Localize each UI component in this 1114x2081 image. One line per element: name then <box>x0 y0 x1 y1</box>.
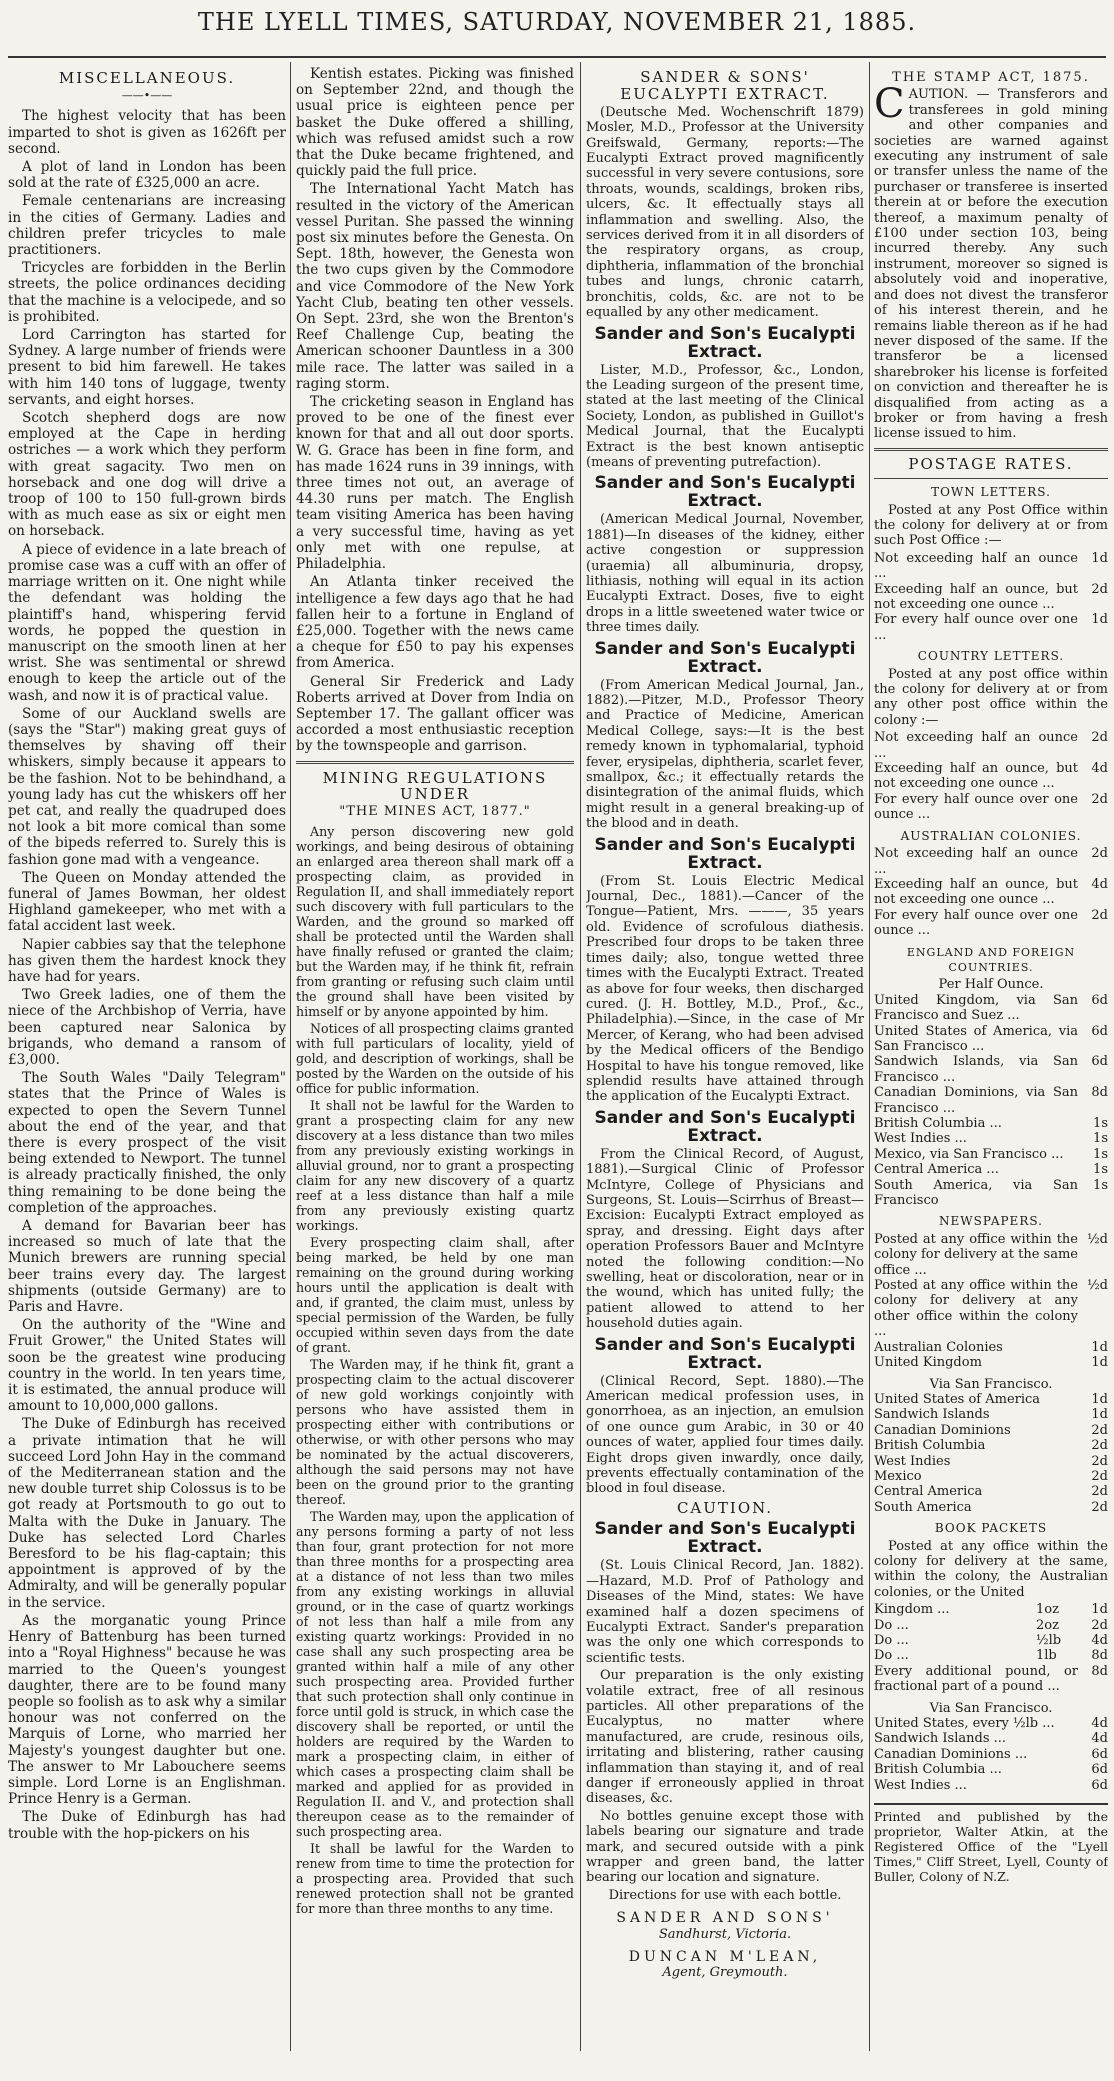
advert-section-text: (American Medical Journal, November, 1881)—In diseases of the kidney, either active congestion or suppression (uraemia) all albuminuria, dropsy, lithiasis, nothing will equal in its action Eucalypti Extract. Doses, five to eight drops in a little sweetened water twice or three times daily. <box>586 512 864 636</box>
book-rate-price: 2d <box>1091 1617 1108 1633</box>
rate-label: Central America <box>874 1484 983 1500</box>
section-rule <box>296 761 574 764</box>
rate-label: Canadian Dominions, via San Francisco ... <box>874 1085 1078 1116</box>
rate-price: 4d <box>1091 1716 1108 1732</box>
section-rule <box>874 478 1108 479</box>
book-rate-price: 1d <box>1091 1602 1108 1618</box>
printer-imprint: Printed and published by the proprietor, Walter Atkin, at the Registered Office of the "Lyell Times," Cliff Street, Lyell, County of Buller, Colony of N.Z. <box>874 1803 1108 1884</box>
book-rate-label: Do ... <box>874 1648 909 1664</box>
rate-price: 2d <box>1091 1422 1108 1438</box>
book-rate-row <box>874 1648 1108 1663</box>
book-rate-row <box>874 1633 1108 1648</box>
book-rate-price: 8d <box>1091 1648 1108 1664</box>
rate-row <box>874 1438 1108 1453</box>
rate-label: Not exceeding half an ounce ... <box>874 730 1078 761</box>
rate-price: 1d <box>1091 1391 1108 1407</box>
caution-paragraph: No bottles genuine except those with labels bearing our signature and trade mark, and secured outside with a pink wrapper and green band, the latter bearing our location and signature. <box>586 1808 864 1886</box>
rate-label: Canadian Dominions ... <box>874 1746 1028 1762</box>
rate-price: 2d <box>1091 846 1108 862</box>
regulation-paragraph: Any person discovering new gold workings, and being desirous of obtaining an enlarged area thereon shall mark off a prospecting claim, as provided in Regulation II, and shall immediately report such discovery with full particulars to the Warden, and the ground so marked off shall be protected until the Warden shall have finally refused or granted the claim; but the Warden may, if he think fit, refrain from granting or refusing such claim until the ground shall have been visited by himself or by anyone appointed by him. <box>296 824 574 1020</box>
rate-label: Not exceeding half an ounce ... <box>874 846 1078 877</box>
article-paragraph: A demand for Bavarian beer has increased so much of late that the Munich brewers are running special beer trains every day. The largest shipments (outside Germany) are to Paris and Havre. <box>8 1218 286 1316</box>
masthead: THE LYELL TIMES, SATURDAY, NOVEMBER 21, 1885. <box>197 8 917 36</box>
top-rule <box>8 56 1106 58</box>
rate-price: 2d <box>1091 907 1108 923</box>
stamp-act-notice <box>874 81 1108 442</box>
rate-label: British Columbia <box>874 1438 986 1454</box>
article-paragraph: General Sir Frederick and Lady Roberts arrived at Dover from India on September 17. The gallant officer was accorded a most enthusiastic reception by the townspeople and garrison. <box>296 673 574 755</box>
article-paragraph: Napier cabbies say that the telephone has given them the hardest knock they have had for years. <box>8 936 286 985</box>
caution-paragraph: (St. Louis Clinical Record, Jan. 1882). —Hazard, M.D. Prof of Pathology and Diseases of the Mind, states: We have examined half a dozen specimens of Eucalypti Extract. Sander's preparation was the only one which corresponds to scientific tests. <box>586 1558 864 1666</box>
rate-price: 6d <box>1091 1777 1108 1793</box>
rate-label: British Columbia ... <box>874 1762 1002 1778</box>
rate-row <box>874 1392 1108 1407</box>
rate-price: 8d <box>1091 1085 1108 1101</box>
article-paragraph: The Queen on Monday attended the funeral of James Bowman, her oldest Highland gamekeeper, who met with a fatal accident last week. <box>8 869 286 935</box>
article-paragraph: Some of our Auckland swells are (says the "Star") making great guys of themselves by shaving off their whiskers, simply because it appears to be the fashion. Not to be behindhand, a young lady has cut the whiskers off her pet cat, and really the quadruped does not look a bit more comical than some of the bipeds referred to. Surely this is fashion gone mad with a vengeance. <box>8 705 286 868</box>
stamp-act-text: AUTION. — Transferors and transferees in gold mining and other companies and societies are warned against executing any instrument of sale or transfer unless the name of the purchaser or transferee is inserted therein at or before the execution thereof, a maximum penalty of £100 under section 103, being incurred thereby. Any such instrument, moreover so signed is absolutely void and inoperative, and does not divest the transferor of his interest therein, and he remains liable thereon as if he had never disposed of the same. If the transferor be a licensed sharebroker his license is forfeited on conviction and thereafter he is disqualified from acting as a broker or from having a fresh license issued to him. <box>874 87 1108 442</box>
article-paragraph: A plot of land in London has been sold at the rate of £325,000 an acre. <box>8 159 286 192</box>
rate-row <box>874 1085 1108 1116</box>
rate-label: Sandwich Islands, via San Francisco ... <box>874 1054 1078 1085</box>
rate-label: For every half ounce over one ... <box>874 612 1078 643</box>
advert-section-title: Sander and Son's Eucalypti Extract. <box>594 834 856 873</box>
column-divider <box>869 62 870 2051</box>
book-rate-price: 4d <box>1091 1633 1108 1648</box>
newspapers-heading: NEWSPAPERS. <box>939 1214 1043 1229</box>
rate-label: West Indies ... <box>874 1777 967 1793</box>
advert-heading: SANDER & SONS' <box>640 68 810 86</box>
rate-label: For every half ounce over one ounce ... <box>874 907 1078 939</box>
mining-subheading: "THE MINES ACT, 1877." <box>339 803 531 819</box>
article-paragraph: Kentish estates. Picking was finished on September 22nd, and though the usual price is eighteen pence per basket the Duke offered a shilling, which was refused amidst such a row that the Duke became frightened, and quickly paid the full price. <box>296 66 574 180</box>
column-news-and-mining <box>296 66 574 2051</box>
rate-price: 2d <box>1091 1484 1108 1500</box>
advert-section-text: Lister, M.D., Professor, &c., London, the Leading surgeon of the present time, stated at the last meeting of the Clinical Society, London, as published in Guillot's Medical Journal, that the Eucalypti Extract is the best known antiseptic (means of preventing putrefaction). <box>586 362 864 470</box>
rate-label: South America <box>874 1499 972 1515</box>
rate-row <box>874 1484 1108 1499</box>
rate-label: Mexico <box>874 1468 922 1484</box>
rate-price: 4d <box>1091 876 1108 892</box>
rate-row <box>874 1178 1108 1209</box>
rate-label: West Indies ... <box>874 1131 967 1147</box>
book-rate-row <box>874 1602 1108 1617</box>
drop-cap: C <box>874 81 905 128</box>
rate-row <box>874 1664 1108 1695</box>
column-miscellaneous <box>8 66 286 2051</box>
rate-label: Sandwich Islands <box>874 1407 990 1423</box>
regulation-paragraph: Every prospecting claim shall, after being marked, be held by one man remaining on the ground during working hours until the application is dealt with and, if granted, the claim must, unless by special permission of the Warden, be fully occupied within seven days from the date of grant. <box>296 1235 574 1356</box>
regulation-paragraph: The Warden may, upon the application of any persons forming a party of not less than four, grant protection for not more than three months for a prospecting area at a distance of not less than two miles from any existing workings in alluvial ground, or in the case of quartz workings of not less than half a mile from any existing quartz workings: Provided in no case shall any such prospecting area be granted within half a mile of any other such prospecting area. Provided further that such protection shall only continue in force until gold is struck, in which case the discovery shall be reported, or until the holders are required by the Warden to mark a prospecting claim, in either of which cases a prospecting claim shall be marked and applied for as provided in Regulation II. and V., and protection shall thereupon cease as to the remainder of such prospecting area. <box>296 1509 574 1840</box>
rate-price: 1s <box>1093 1116 1108 1131</box>
rate-price: 1s <box>1093 1146 1108 1162</box>
article-paragraph: Female centenarians are increasing in the cities of Germany. Ladies and children prefer tricycles to male practitioners. <box>8 193 286 259</box>
rate-row <box>874 1278 1108 1340</box>
book-rate-weight: ½lb <box>1036 1633 1062 1648</box>
rate-label: Australian Colonies <box>874 1339 1003 1355</box>
article-paragraph: Lord Carrington has started for Sydney. A large number of friends were present to bid him farewell. He takes with him 140 tons of luggage, twenty servants, and eight horses. <box>8 327 286 408</box>
rate-row <box>874 1778 1108 1793</box>
rate-row <box>874 1024 1108 1055</box>
rate-price: 1s <box>1093 1162 1108 1178</box>
article-paragraph: The Duke of Edinburgh has had trouble with the hop-pickers on his <box>8 1809 286 1842</box>
caution-title: Sander and Son's Eucalypti Extract. <box>594 1519 856 1558</box>
rate-row <box>874 1116 1108 1131</box>
rate-price: 1s <box>1093 1131 1108 1147</box>
rate-price: 1d <box>1091 1339 1108 1355</box>
rate-row <box>874 1147 1108 1162</box>
article-paragraph: The highest velocity that has been imparted to shot is given as 1626ft per second. <box>8 108 286 157</box>
rate-label: Canadian Dominions <box>874 1422 1011 1438</box>
advert-subheading: EUCALYPTI EXTRACT. <box>620 85 830 104</box>
book-rate-label: Do ... <box>874 1633 909 1648</box>
country-letters-intro: Posted at any post office within the colony for delivery at or from any other post office within the colony :— <box>874 666 1108 728</box>
book-rate-row <box>874 1618 1108 1633</box>
book-rate-weight: 1oz <box>1036 1602 1059 1618</box>
rate-label: Mexico, via San Francisco ... <box>874 1146 1064 1162</box>
via-san-francisco-label: Via San Francisco. <box>929 1376 1053 1392</box>
rate-row <box>874 551 1108 582</box>
rate-price: 2d <box>1091 1468 1108 1484</box>
regulation-paragraph: The Warden may, if he think fit, grant a prospecting claim to the actual discoverer of new gold workings conjointly with persons who have assisted them in prospecting either with contributions or otherwise, or with other persons who may be nominated by the actual discoverers, although the said persons may not have been on the ground prior to the granting thereof. <box>296 1357 574 1508</box>
caution-paragraph: Our preparation is the only existing volatile extract, free of all resinous particles. All other preparations of the Eucalyptus, no matter where manufactured, are crude, resinous oils, irritating and blistering, rather causing inflammation than staying it, and of real danger if erroneously applied in throat diseases, &c. <box>586 1668 864 1807</box>
rate-label: Exceeding half an ounce, but not exceeding one ounce ... <box>874 761 1078 792</box>
section-rule <box>874 448 1108 451</box>
rate-label: British Columbia ... <box>874 1116 1002 1131</box>
advertiser-place: Sandhurst, Victoria. <box>658 1926 792 1942</box>
rate-label: Posted at any office within the colony for delivery at the same office ... <box>874 1231 1078 1278</box>
regulation-paragraph: Notices of all prospecting claims granted with full particulars of locality, yield of gold, and description of workings, shall be posted by the Warden on the outside of his office for public information. <box>296 1021 574 1097</box>
column-eucalypti-advert <box>586 66 864 2051</box>
article-paragraph: Two Greek ladies, one of them the niece of the Archbishop of Verria, have been captured near Salonica by brigands, who demand a ransom of £3,000. <box>8 987 286 1068</box>
agent-place: Agent, Greymouth. <box>662 1965 788 1981</box>
rate-label: Exceeding half an ounce, but not exceeding one ounce ... <box>874 581 1078 612</box>
rate-row <box>874 1232 1108 1278</box>
town-letters-intro: Posted at any Post Office within the colony for delivery at or from such Post Office :— <box>874 502 1108 549</box>
article-paragraph: The South Wales "Daily Telegram" states that the Prince of Wales is expected to open the Severn Tunnel about the end of the year, and that there is every prospect of the visit being extended to Newport. The tunnel is already practically finished, the only thing remaining to be done being the completion of the approaches. <box>8 1070 286 1216</box>
rate-price: 2d <box>1091 791 1108 807</box>
rate-price: ½d <box>1087 1231 1108 1247</box>
postage-heading: POSTAGE RATES. <box>908 454 1074 473</box>
town-letters-heading: TOWN LETTERS. <box>931 485 1051 500</box>
column-divider <box>290 62 291 2051</box>
rate-label: Posted at any office within the colony for delivery at any other office within the colony ... <box>874 1278 1078 1340</box>
rate-row <box>874 1731 1108 1746</box>
advert-section-title: Sander and Son's Eucalypti Extract. <box>594 473 856 512</box>
article-paragraph: An Atlanta tinker received the intelligence a few days ago that he had fallen heir to a fortune in England of £25,000. Together with the news came a cheque for £50 to pay his expenses from America. <box>296 574 574 672</box>
rate-row <box>874 1747 1108 1762</box>
regulation-paragraph: It shall be lawful for the Warden to renew from time to time the protection for a prospecting area. Provided that such renewed protection shall not be granted for more than three months to any time. <box>296 1841 574 1917</box>
rate-row <box>874 1716 1108 1731</box>
rate-price: ½d <box>1087 1278 1108 1294</box>
advert-intro: (Deutsche Med. Wochenschrift 1879) Mosler, M.D., Professor at the University Greifswald, Germany, reports:—The Eucalypti Extract proved magnificently successful in very severe contusions, sore throats, wounds, scaldings, broken ribs, ulcers, &c. It effectually stays all inflammation and swelling. Also, the services derived from it in all disorders of the respiratory organs, as croup, diphtheria, inflammation of the bronchial tubes and lungs, chronic catarrh, bronchitis, colds, &c. are not to be equalled by any other medicament. <box>586 104 864 321</box>
rate-label: Sandwich Islands ... <box>874 1731 1007 1747</box>
rate-row <box>874 730 1108 761</box>
article-paragraph: The International Yacht Match has resulted in the victory of the American vessel Puritan. She passed the winning post six minutes before the Genesta. On Sept. 18th, however, the Genesta won the two cups given by the Commodore and vice Commodore of the New York Yacht Club, beating ten other vessels. On Sept. 23rd, she won the Brenton's Reef Challenge Cup, beating the American schooner Dauntless in a 300 mile race. The latter was sailed in a raging storm. <box>296 181 574 392</box>
rate-row <box>874 846 1108 877</box>
rate-label: United Kingdom, via San Francisco and Suez ... <box>874 992 1078 1024</box>
rate-row <box>874 1131 1108 1146</box>
rate-row <box>874 1162 1108 1177</box>
column-divider <box>580 62 581 2051</box>
rate-price: 6d <box>1091 1054 1108 1070</box>
column-notices <box>874 66 1108 2051</box>
advert-section-text: (Clinical Record, Sept. 1880).—The American medical profession uses, in gonorrhoea, as an injection, an emulsion of one ounce gum Arabic, in 30 or 40 ounces of water, applied four times daily. Eight drops given inwardly, once daily, prevents effectually contamination of the blood in foul disease. <box>586 1373 864 1497</box>
rate-row <box>874 1762 1108 1777</box>
article-paragraph: As the morganatic young Prince Henry of Battenburg has been turned into a "Royal Highness" because he was married to the Queen's youngest daughter, there are to be found many people so foolish as to ask why a similar honour was not conferred on the Marquis of Lorne, who married her Majesty's youngest daughter but one. The answer to Mr Labouchere seems simple. Lord Lorne is an Englishman. Prince Henry is a German. <box>8 1612 286 1808</box>
mining-heading: MINING REGULATIONS UNDER <box>322 768 548 803</box>
regulation-paragraph: It shall not be lawful for the Warden to grant a prospecting claim for any new discovery at a less distance than two miles from any previously existing workings in alluvial ground, nor to grant a prospecting claim for any new discovery of a quartz reef at a less distance than half a mile from any previously existing quartz workings. <box>296 1098 574 1234</box>
rate-price: 1s <box>1093 1177 1108 1193</box>
agent-name: DUNCAN M'LEAN, <box>628 1949 822 1966</box>
england-foreign-heading: ENGLAND AND FOREIGN COUNTRIES. <box>906 945 1076 974</box>
rate-price: 2d <box>1091 730 1108 746</box>
country-letters-heading: COUNTRY LETTERS. <box>917 649 1065 664</box>
book-rate-label: Kingdom ... <box>874 1602 950 1618</box>
rate-row <box>874 1407 1108 1422</box>
rate-label: United States of America, via San Francisco ... <box>874 1023 1078 1054</box>
advertiser-signature: SANDER AND SONS' <box>616 1910 834 1927</box>
rate-row <box>874 1340 1108 1355</box>
rate-row <box>874 1054 1108 1085</box>
book-rate-weight: 2oz <box>1036 1617 1059 1633</box>
article-paragraph: Scotch shepherd dogs are now employed at the Cape in herding ostriches — a work which they perform with great sagacity. Two men on horseback and one dog will drive a troop of 100 to 150 full-grown birds with as much ease as six or eight men on horseback. <box>8 410 286 540</box>
rate-row <box>874 993 1108 1024</box>
rate-price: 1d <box>1091 1355 1108 1371</box>
rate-row <box>874 761 1108 792</box>
book-rate-weight: 1lb <box>1036 1648 1057 1664</box>
article-paragraph: A piece of evidence in a late breach of promise case was a cuff with an offer of marriage written on it. One night while the defendant was holding the plaintiff's hand, whispering fervid words, he popped the question in manuscript on the smooth linen at her wrist. She was sentimental or shrewd enough to keep the article out of the wash, and now it is of practical value. <box>8 541 286 704</box>
rate-row <box>874 582 1108 613</box>
rate-row <box>874 612 1108 643</box>
rate-price: 1d <box>1091 1407 1108 1423</box>
rate-label: Not exceeding half an ounce ... <box>874 550 1078 582</box>
via-san-francisco-label: Via San Francisco. <box>929 1700 1053 1716</box>
book-packets-heading: BOOK PACKETS <box>934 1521 1048 1536</box>
book-rate-label: Do ... <box>874 1617 909 1633</box>
section-heading: MISCELLANEOUS. <box>58 69 236 87</box>
ornament-rule: ——•—— <box>121 89 173 103</box>
australian-colonies-heading: AUSTRALIAN COLONIES. <box>900 828 1082 843</box>
rate-label: South America, via San Francisco <box>874 1177 1078 1209</box>
rate-price: 8d <box>1091 1663 1108 1679</box>
rate-row <box>874 908 1108 939</box>
caution-heading: CAUTION. <box>676 1498 774 1517</box>
advert-section-title: Sander and Son's Eucalypti Extract. <box>594 1334 856 1373</box>
advert-section-text: (From St. Louis Electric Medical Journal, Dec., 1881).—Cancer of the Tongue—Patient, Mrs. ———, 35 years old. Evidence of scrofulous diathesis. Prescribed four drops to be taken three times daily; also, tongue wetted three times with the Eucalypti Extract. Treated as above for four weeks, then discharged cured. (J. H. Bottley, M.D., Prof., &c., Philadelphia).—Since, in the case of Mr Mercer, of Kerang, who had been advised by the Medical officers of the Bendigo Hospital to have his tongue removed, like splendid results have attained through the application of the Eucalypti Extract. <box>586 873 864 1105</box>
per-half-ounce-label: Per Half Ounce. <box>938 977 1044 993</box>
article-paragraph: The cricketing season in England has proved to be one of the finest ever known for that and all out door sports. W. G. Grace has been in fine form, and has made 1624 runs in 39 innings, with three times not out, an average of 44.30 runs per match. The English team visiting America has been having a very successful time, having as yet only met with one repulse, at Philadelphia. <box>296 394 574 573</box>
rate-price: 4d <box>1091 761 1108 777</box>
rate-price: 6d <box>1091 1762 1108 1778</box>
caution-paragraph: Directions for use with each bottle. <box>608 1887 842 1903</box>
rate-label: United States, every ½lb ... <box>874 1716 1055 1732</box>
rate-row <box>874 877 1108 908</box>
article-paragraph: Tricycles are forbidden in the Berlin streets, the police ordinances deciding that the machine is a velocipede, and so is prohibited. <box>8 260 286 325</box>
rate-label: United States of America <box>874 1391 1041 1407</box>
rate-price: 2d <box>1091 581 1108 597</box>
rate-row <box>874 792 1108 823</box>
rate-label: Exceeding half an ounce, but not exceeding one ounce ... <box>874 876 1078 908</box>
rate-price: 1d <box>1091 612 1108 628</box>
rate-price: 6d <box>1091 1746 1108 1762</box>
rate-row <box>874 1423 1108 1438</box>
advert-section-text: (From American Medical Journal, Jan., 1882).—Pitzer, M.D., Professor Theory and Practice of Medicine, American Medical College, says:—It is the best remedy known in typhomalarial, typhoid fever, erysipelas, diphtheria, scarlet fever, smallpox, &c.; it effectually retards the disintegration of the animal fluids, which might result in a general breaking-up of the blood and in death. <box>586 677 864 832</box>
rate-price: 6d <box>1091 992 1108 1008</box>
stamp-act-heading: THE STAMP ACT, 1875. <box>892 70 1090 85</box>
article-paragraph: The Duke of Edinburgh has received a private intimation that he will succeed Lord John Hay in the command of the Mediterranean station and the new double turret ship Colossus is to be got ready at Portsmouth to go out to Malta with the Duke in January. The Duke has selected Lord Charles Beresford to be his flag-captain; this appointment is approved of by the Admiralty, and will be generally popular in the service. <box>8 1416 286 1611</box>
advert-section-title: Sander and Son's Eucalypti Extract. <box>594 1107 856 1146</box>
rate-label: Every additional pound, or fractional part of a pound ... <box>874 1663 1078 1695</box>
advert-section-title: Sander and Son's Eucalypti Extract. <box>594 638 856 677</box>
rate-label: United Kingdom <box>874 1355 982 1371</box>
rate-row <box>874 1469 1108 1484</box>
rate-label: West Indies <box>874 1453 951 1469</box>
rate-row <box>874 1500 1108 1515</box>
advert-section-title: Sander and Son's Eucalypti Extract. <box>594 323 856 362</box>
rate-price: 1d <box>1091 550 1108 566</box>
mining-regulations <box>296 824 574 1916</box>
rate-price: 2d <box>1091 1499 1108 1515</box>
book-packets-intro: Posted at any office within the colony for delivery at the same, within the colony, the Australian colonies, or the United <box>874 1538 1108 1600</box>
rate-row <box>874 1355 1108 1370</box>
rate-price: 2d <box>1091 1453 1108 1469</box>
rate-row <box>874 1454 1108 1469</box>
rate-label: Central America ... <box>874 1162 999 1178</box>
rate-price: 4d <box>1091 1731 1108 1747</box>
rate-price: 6d <box>1091 1023 1108 1039</box>
article-paragraph: On the authority of the "Wine and Fruit Grower," the United States will soon be the greatest wine producing country in the world. In ten years time, it is estimated, the annual produce will amount to 10,000,000 gallons. <box>8 1317 286 1415</box>
advert-section-text: From the Clinical Record, of August, 1881).—Surgical Clinic of Professor McIntyre, College of Physicians and Surgeons, St. Louis—Scirrhus of Breast—Excision: Eucalypti Extract employed as spray, and dressing. Eight days after operation Professors Bauer and McIntyre noted the following condition:—No swelling, heat or discoloration, near or in the wound, which has united fully; the patient allowed to attend to her household duties again. <box>586 1146 864 1332</box>
rate-label: For every half ounce over one ounce ... <box>874 791 1078 823</box>
rate-price: 2d <box>1091 1438 1108 1454</box>
